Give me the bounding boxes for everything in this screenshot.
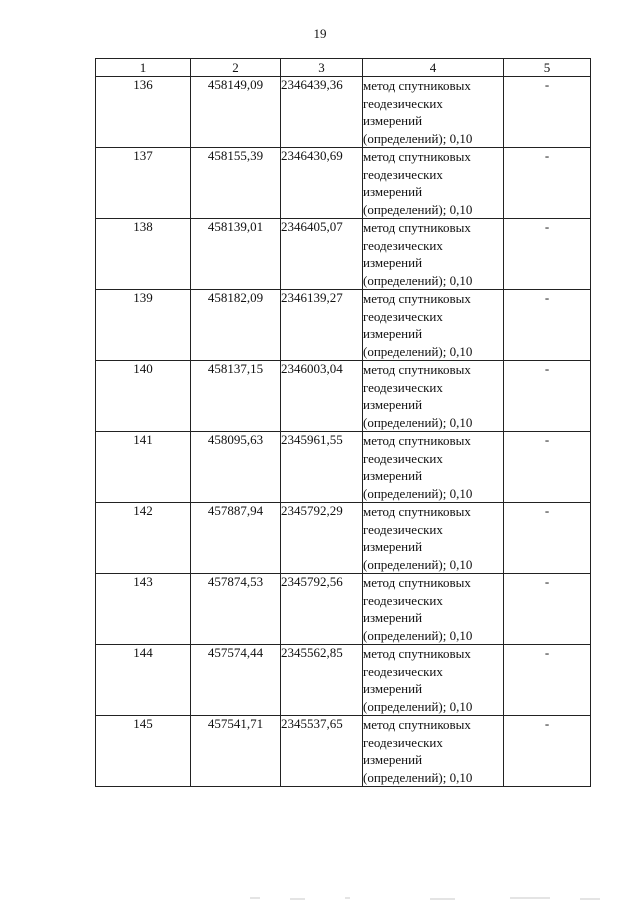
- point-number-cell: 141: [96, 432, 191, 503]
- x-coordinate-cell: 458095,63: [191, 432, 281, 503]
- y-coordinate-cell: 2346405,07: [281, 219, 363, 290]
- point-number-cell: 139: [96, 290, 191, 361]
- y-coordinate-cell: 2345537,65: [281, 716, 363, 787]
- method-cell: [363, 716, 504, 787]
- y-coordinate-cell: 2346439,36: [281, 77, 363, 148]
- note-cell: -: [504, 503, 591, 574]
- method-line: геодезических: [363, 521, 443, 537]
- method-line: измерений: [363, 113, 423, 128]
- x-coordinate-cell: 458182,09: [191, 290, 281, 361]
- method-line: геодезических: [363, 450, 443, 466]
- method-line: (определений); 0,10: [363, 698, 473, 714]
- method-line: измерений: [363, 681, 423, 696]
- table-header-row: [96, 59, 591, 77]
- table-row: [96, 574, 591, 645]
- y-coordinate-cell: 2345792,56: [281, 574, 363, 645]
- method-line: измерений: [363, 184, 423, 199]
- x-coordinate-cell: 457887,94: [191, 503, 281, 574]
- y-coordinate-cell: 2346003,04: [281, 361, 363, 432]
- method-cell: [363, 290, 504, 361]
- method-line: геодезических: [363, 166, 443, 182]
- column-header-1: 1: [96, 59, 191, 77]
- method-cell: [363, 432, 504, 503]
- method-line: измерений: [363, 326, 423, 341]
- table-row: [96, 219, 591, 290]
- method-line: измерений: [363, 610, 423, 625]
- page-number: 19: [313, 26, 327, 41]
- note-cell: -: [504, 645, 591, 716]
- y-coordinate-cell: 2345792,29: [281, 503, 363, 574]
- method-line: метод спутниковых: [363, 362, 471, 377]
- table-row: [96, 645, 591, 716]
- method-line: измерений: [363, 397, 423, 412]
- y-coordinate-cell: 2345961,55: [281, 432, 363, 503]
- method-cell: [363, 219, 504, 290]
- table-row: [96, 361, 591, 432]
- method-line: (определений); 0,10: [363, 272, 473, 288]
- x-coordinate-cell: 458155,39: [191, 148, 281, 219]
- method-line: геодезических: [363, 379, 443, 395]
- method-line: (определений); 0,10: [363, 343, 473, 359]
- point-number-cell: 145: [96, 716, 191, 787]
- table-row: [96, 716, 591, 787]
- point-number-cell: 142: [96, 503, 191, 574]
- note-cell: -: [504, 77, 591, 148]
- x-coordinate-cell: 457541,71: [191, 716, 281, 787]
- column-header-2: 2: [191, 59, 281, 77]
- method-line: (определений); 0,10: [363, 201, 473, 217]
- y-coordinate-cell: 2345562,85: [281, 645, 363, 716]
- note-cell: -: [504, 574, 591, 645]
- point-number-cell: 138: [96, 219, 191, 290]
- table-row: [96, 432, 591, 503]
- note-cell: -: [504, 432, 591, 503]
- method-line: метод спутниковых: [363, 220, 471, 235]
- method-line: метод спутниковых: [363, 78, 471, 93]
- note-cell: -: [504, 290, 591, 361]
- method-line: (определений); 0,10: [363, 414, 473, 430]
- note-cell: -: [504, 148, 591, 219]
- method-cell: [363, 503, 504, 574]
- table-row: [96, 503, 591, 574]
- column-header-4: 4: [363, 59, 504, 77]
- table-row: [96, 77, 591, 148]
- method-line: метод спутниковых: [363, 646, 471, 661]
- method-line: (определений); 0,10: [363, 485, 473, 501]
- method-line: геодезических: [363, 734, 443, 750]
- method-line: измерений: [363, 539, 423, 554]
- x-coordinate-cell: 457574,44: [191, 645, 281, 716]
- x-coordinate-cell: 458149,09: [191, 77, 281, 148]
- note-cell: -: [504, 716, 591, 787]
- method-line: метод спутниковых: [363, 717, 471, 732]
- method-line: (определений); 0,10: [363, 130, 473, 146]
- method-cell: [363, 77, 504, 148]
- method-line: геодезических: [363, 95, 443, 111]
- method-cell: [363, 645, 504, 716]
- method-cell: [363, 361, 504, 432]
- column-header-3: 3: [281, 59, 363, 77]
- method-line: (определений); 0,10: [363, 627, 473, 643]
- point-number-cell: 144: [96, 645, 191, 716]
- method-line: метод спутниковых: [363, 433, 471, 448]
- table-row: [96, 148, 591, 219]
- method-line: метод спутниковых: [363, 291, 471, 306]
- note-cell: -: [504, 361, 591, 432]
- point-number-cell: 140: [96, 361, 191, 432]
- x-coordinate-cell: 458137,15: [191, 361, 281, 432]
- point-number-cell: 143: [96, 574, 191, 645]
- method-line: (определений); 0,10: [363, 769, 473, 785]
- table-row: [96, 290, 591, 361]
- y-coordinate-cell: 2346139,27: [281, 290, 363, 361]
- method-line: геодезических: [363, 663, 443, 679]
- column-header-5: 5: [504, 59, 591, 77]
- x-coordinate-cell: 458139,01: [191, 219, 281, 290]
- method-cell: [363, 574, 504, 645]
- method-line: метод спутниковых: [363, 575, 471, 590]
- point-number-cell: 136: [96, 77, 191, 148]
- method-line: метод спутниковых: [363, 149, 471, 164]
- method-line: измерений: [363, 468, 423, 483]
- x-coordinate-cell: 457874,53: [191, 574, 281, 645]
- note-cell: -: [504, 219, 591, 290]
- method-line: измерений: [363, 255, 423, 270]
- method-line: геодезических: [363, 237, 443, 253]
- method-line: (определений); 0,10: [363, 556, 473, 572]
- method-line: измерений: [363, 752, 423, 767]
- y-coordinate-cell: 2346430,69: [281, 148, 363, 219]
- scan-artifact-marks: [250, 895, 610, 901]
- method-cell: [363, 148, 504, 219]
- point-number-cell: 137: [96, 148, 191, 219]
- method-line: метод спутниковых: [363, 504, 471, 519]
- method-line: геодезических: [363, 308, 443, 324]
- coordinates-table: [95, 58, 591, 787]
- method-line: геодезических: [363, 592, 443, 608]
